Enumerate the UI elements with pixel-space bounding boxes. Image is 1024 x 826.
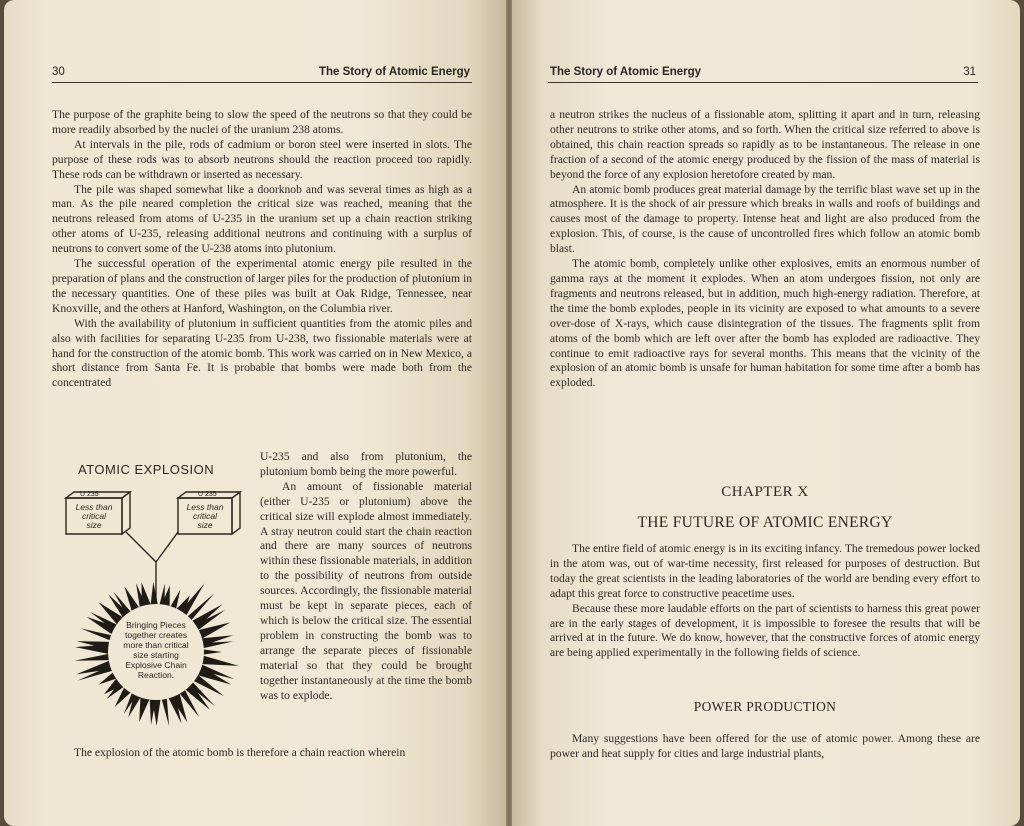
left-box-line: size: [86, 520, 102, 530]
left-running-title: The Story of Atomic Energy: [318, 66, 470, 78]
burst-spike: [76, 660, 113, 674]
right-top-text: [550, 108, 980, 391]
left-page-number: 30: [52, 66, 65, 78]
paragraph: The explosion of the atomic bomb is therefore a chain reaction wherein: [74, 746, 406, 759]
burst-caption-line: size starting: [133, 650, 179, 660]
left-page: [4, 0, 506, 826]
left-bottom-text: [52, 746, 472, 761]
right-box-line: critical: [192, 511, 218, 521]
left-box-line: Less than: [75, 502, 113, 512]
paragraph: Because these more laudable efforts on the part of scientists to harness this great power are in the early stages of development, it is impossible to foresee the results that will be arrived at in the future. We do know, however, that the constructive forces of atomic energy are being applied experimentally in the following fields of science.: [550, 601, 980, 660]
paragraph: With the availability of plutonium in sufficient quantities from the atomic piles and also with facilities for separating U-235 from U-238, two fissionable materials were at hand for the construction of the atomic bomb. This work was carried on in New Mexico, a short distance from Santa Fe. It is probable that bombs were made both from the concentrated: [52, 316, 472, 390]
left-box-line: critical: [81, 511, 107, 521]
burst-spike: [200, 655, 238, 666]
burst-spike: [179, 583, 204, 616]
left-side-text: [260, 450, 472, 703]
chapter-title: THE FUTURE OF ATOMIC ENERGY: [637, 514, 893, 531]
burst-caption-line: Explosive Chain: [125, 660, 187, 670]
paragraph: An atomic bomb produces great material damage by the terrific blast wave set up in the atmosphere. It is the shock of air pressure which breaks in walls and roofs of buildings and causes most of the damage to property. Intense heat and light are also produced from the explosion. This, of course, is the cause of uncontrolled fires which follow an atomic bomb blast.: [550, 182, 980, 256]
chapter-number: CHAPTER X: [721, 484, 809, 500]
chapter-text: [550, 542, 980, 661]
burst-spike: [202, 649, 222, 655]
paragraph: Many suggestions have been offered for the use of atomic power. Among these are power and heat supply for cities and large industrial plants,: [550, 732, 980, 760]
burst-caption-line: more than critical: [123, 640, 189, 650]
section-title: POWER PRODUCTION: [693, 699, 837, 714]
section-text: [550, 732, 980, 762]
burst-caption-line: together creates: [124, 630, 188, 640]
converging-lines: [126, 532, 178, 600]
left-top-text: [52, 108, 472, 391]
left-running-head: [52, 66, 472, 83]
right-box-line: Less than: [186, 502, 224, 512]
right-page-number: 31: [963, 66, 976, 78]
right-box-line: size: [197, 520, 213, 530]
burst-spike: [74, 654, 110, 661]
explosion-diagram: [56, 482, 256, 744]
right-box-tag: U 235: [198, 491, 217, 498]
burst-caption-line: Bringing Pieces: [126, 620, 186, 630]
paragraph: The successful operation of the experimental atomic energy pile resulted in the preparation of plans and the construction of larger piles for the production of plutonium in the necessary quantities. One of these piles was built at Oak Ridge, Tennessee, near Knoxville, and the others at Hanford, Washington, on the Columbia river.: [52, 257, 472, 315]
atomic-explosion-figure: [56, 462, 256, 742]
figure-title: ATOMIC EXPLOSION: [78, 462, 215, 477]
right-page: [512, 0, 1020, 826]
paragraph: At intervals in the pile, rods of cadmium or boron steel were inserted in slots. The purpose of these rods was to absorb neutrons should the reaction proceed too rapidly. These rods can be withdrawn or inserted as necessary.: [52, 137, 472, 181]
left-box-tag: U 235: [80, 491, 99, 498]
paragraph: An amount of fissionable material (either U-235 or plutonium) above the critical size will explode almost immediately. A stray neutron could start the chain reaction and there are many sources of neutrons within these fissionable materials, in addition to the possibility of neutrons from outside sources. Accordingly, the fissionable material must be kept in separate pieces, each of which is below the critical size. The essential problem in constructing the bomb was to arrange the separate pieces of fissionable material so that they could be brought together instantaneously at the time the bomb was to explode.: [260, 479, 472, 702]
paragraph: The purpose of the graphite being to slow the speed of the neutrons so that they could be more readily absorbed by the nuclei of the uranium 238 atoms.: [52, 108, 472, 136]
burst-spike: [161, 697, 169, 726]
paragraph: The entire field of atomic energy is in its exciting infancy. The tremedous power locked in the atom was, out of war-time necessity, first released for purposes of destruction. But today the great scientists in the leading laboratories of the world are bending every effort to adapt this great force to constructive peacetime uses.: [550, 542, 980, 600]
right-running-head: [548, 66, 978, 83]
right-running-title: The Story of Atomic Energy: [550, 66, 702, 78]
paragraph: The atomic bomb, completely unlike other explosives, emits an enormous number of gamma rays at the moment it explodes. When an atom undergoes fission, not only are fragments and neutrons released, but in addition, much high-energy radiation. Therefore, at the time the bomb explodes, people in its vicinity are exposed to what amounts to a severe over-dose of X-rays, which cause disintegration of the tissues. The fragments split from atoms of the bomb which are left over after the bomb has exploded are radioactive. They continue to emit radioactive rays for several months. This means that the vicinity of the explosion of an atomic bomb is unsafe for human habitation for some time after a bomb has exploded.: [550, 257, 980, 390]
burst-caption-line: Reaction.: [137, 670, 175, 680]
paragraph: U-235 and also from plutonium, the plutonium bomb being the more powerful.: [260, 450, 472, 478]
paragraph: a neutron strikes the nucleus of a fissionable atom, splitting it apart and in turn, releasing other neutrons to strike other atoms, and so forth. When the critical size referred to above is obtained, this chain reaction spreads so rapidly as to be instantaneous. The release in one fraction of a second of the atomic energy produced by the fission of the mass of material is beyond the force of any explosion heretofore created by man.: [550, 108, 980, 181]
burst-spike: [150, 582, 158, 606]
paragraph: The pile was shaped somewhat like a doorknob and was several times as high as a man. As the pile neared completion the critical size was reached, meaning that the neutrons released from atoms of U-235 in the uranium set up a chain reaction striking other atoms of U-235, releasing additional neutrons and continuing with a surplus of neutrons to convert some of the U-238 atoms into plutonium.: [52, 182, 472, 256]
